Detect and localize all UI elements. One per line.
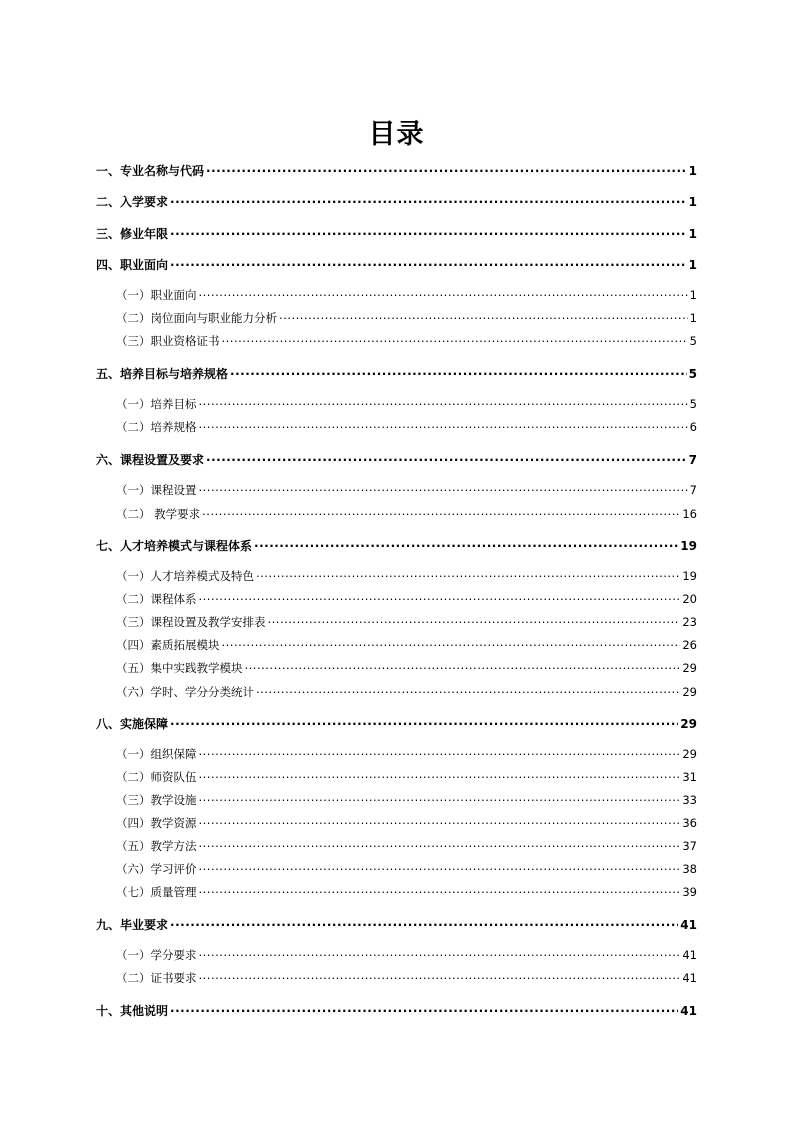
toc-entry-page: 7 bbox=[689, 483, 697, 497]
toc-entry[interactable] bbox=[96, 715, 697, 732]
toc-entry-label: 七、人才培养模式与课程体系 bbox=[96, 539, 253, 553]
dot-leader bbox=[199, 770, 681, 782]
toc-entry-page: 7 bbox=[688, 453, 697, 467]
toc-entry-label: （六）学习评价 bbox=[116, 862, 197, 876]
toc-subentry[interactable] bbox=[116, 591, 697, 607]
dot-leader bbox=[230, 366, 687, 378]
dot-leader bbox=[206, 452, 687, 464]
toc-subentry[interactable] bbox=[116, 861, 697, 877]
toc-entry-label: （一）学分要求 bbox=[116, 948, 197, 962]
toc-entry-page: 29 bbox=[680, 717, 697, 731]
toc-entry-page: 16 bbox=[682, 507, 697, 521]
toc-subentry[interactable] bbox=[116, 815, 697, 831]
toc-entry[interactable] bbox=[96, 451, 697, 468]
dot-leader bbox=[256, 569, 680, 581]
dot-leader bbox=[199, 885, 681, 897]
toc-entry-label: （二）证书要求 bbox=[116, 971, 197, 985]
toc-entry-label: （二）岗位面向与职业能力分析 bbox=[116, 311, 277, 325]
toc-entry[interactable] bbox=[96, 256, 697, 273]
toc-subentry[interactable] bbox=[116, 614, 697, 630]
dot-leader bbox=[199, 397, 688, 409]
dot-leader bbox=[279, 311, 688, 323]
toc-entry-label: 三、修业年限 bbox=[96, 227, 169, 241]
toc-entry-page: 1 bbox=[688, 227, 697, 241]
toc-entry-label: （四）教学资源 bbox=[116, 816, 197, 830]
dot-leader bbox=[170, 257, 687, 269]
toc-entry-page: 38 bbox=[682, 862, 697, 876]
dot-leader bbox=[199, 816, 681, 828]
toc-entry-page: 39 bbox=[682, 885, 697, 899]
dot-leader bbox=[222, 334, 688, 346]
dot-leader bbox=[199, 862, 681, 874]
toc-entry-page: 5 bbox=[689, 397, 697, 411]
dot-leader bbox=[199, 747, 681, 759]
toc-entry-page: 1 bbox=[688, 164, 697, 178]
dot-leader bbox=[199, 483, 688, 495]
toc-subentry[interactable] bbox=[116, 419, 697, 435]
toc-entry[interactable] bbox=[96, 365, 697, 382]
dot-leader bbox=[222, 638, 681, 650]
toc-subentry[interactable] bbox=[116, 287, 697, 303]
toc-subentry[interactable] bbox=[116, 333, 697, 349]
toc-entry-label: 二、入学要求 bbox=[96, 195, 169, 209]
dot-leader bbox=[199, 948, 681, 960]
dot-leader bbox=[199, 592, 681, 604]
toc-entry-label: （二）师资队伍 bbox=[116, 770, 197, 784]
toc-entry-label: （七）质量管理 bbox=[116, 885, 197, 899]
toc-entry-page: 1 bbox=[688, 195, 697, 209]
toc-entry-label: （一）培养目标 bbox=[116, 397, 197, 411]
toc-entry-page: 41 bbox=[680, 918, 697, 932]
toc-entry-label: （二）培养规格 bbox=[116, 420, 197, 434]
toc-entry-label: 四、职业面向 bbox=[96, 258, 169, 272]
toc-entry-label: （一）课程设置 bbox=[116, 483, 197, 497]
toc-subentry[interactable] bbox=[116, 838, 697, 854]
dot-leader bbox=[199, 839, 681, 851]
toc-entry-page: 29 bbox=[682, 661, 697, 675]
dot-leader bbox=[268, 615, 681, 627]
toc-subentry[interactable] bbox=[116, 970, 697, 986]
toc-entry-page: 1 bbox=[689, 311, 697, 325]
toc-entry-page: 1 bbox=[689, 288, 697, 302]
toc-entry-label: （三）教学设施 bbox=[116, 793, 197, 807]
toc-subentry[interactable] bbox=[116, 660, 697, 676]
toc-subentry[interactable] bbox=[116, 506, 697, 522]
dot-leader bbox=[199, 288, 688, 300]
toc-entry-label: （四）素质拓展模块 bbox=[116, 638, 220, 652]
toc-subentry[interactable] bbox=[116, 396, 697, 412]
dot-leader bbox=[170, 194, 687, 206]
toc-entry[interactable] bbox=[96, 1002, 697, 1019]
toc-entry-label: 十、其他说明 bbox=[96, 1004, 169, 1018]
toc-subentry[interactable] bbox=[116, 884, 697, 900]
dot-leader bbox=[199, 793, 681, 805]
toc-entry-label: （一）职业面向 bbox=[116, 288, 197, 302]
toc-subentry[interactable] bbox=[116, 637, 697, 653]
dot-leader bbox=[254, 538, 678, 550]
toc-entry-label: （二）课程体系 bbox=[116, 592, 197, 606]
toc-subentry[interactable] bbox=[116, 482, 697, 498]
toc-entry-page: 1 bbox=[688, 258, 697, 272]
toc-entry-label: （三）职业资格证书 bbox=[116, 334, 220, 348]
toc-entry-page: 26 bbox=[682, 638, 697, 652]
page-title: 目录 bbox=[368, 119, 425, 150]
toc-entry-page: 5 bbox=[689, 334, 697, 348]
toc-subentry[interactable] bbox=[116, 947, 697, 963]
dot-leader bbox=[170, 226, 687, 238]
dot-leader bbox=[170, 917, 678, 929]
toc-entry-label: （三）课程设置及教学安排表 bbox=[116, 615, 266, 629]
toc-entry-label: 九、毕业要求 bbox=[96, 918, 169, 932]
toc-subentry[interactable] bbox=[116, 746, 697, 762]
toc-entry-page: 36 bbox=[682, 816, 697, 830]
dot-leader bbox=[206, 163, 687, 175]
toc-entry-page: 41 bbox=[680, 1004, 697, 1018]
toc-entry-page: 6 bbox=[689, 420, 697, 434]
toc-entry-label: 五、培养目标与培养规格 bbox=[96, 367, 229, 381]
toc-entry[interactable] bbox=[96, 162, 697, 179]
toc-entry-label: （一）人才培养模式及特色 bbox=[116, 569, 254, 583]
toc-entry[interactable] bbox=[96, 193, 697, 210]
dot-leader bbox=[199, 420, 688, 432]
toc-entry-page: 19 bbox=[682, 569, 697, 583]
toc-subentry[interactable] bbox=[116, 568, 697, 584]
toc-entry-page: 31 bbox=[682, 770, 697, 784]
dot-leader bbox=[170, 1003, 678, 1015]
toc-entry[interactable] bbox=[96, 225, 697, 242]
toc-entry-label: 一、专业名称与代码 bbox=[96, 164, 205, 178]
dot-leader bbox=[170, 716, 678, 728]
toc-subentry[interactable] bbox=[116, 792, 697, 808]
toc-entry-page: 20 bbox=[682, 592, 697, 606]
toc-entry-page: 41 bbox=[682, 971, 697, 985]
toc-entry-page: 5 bbox=[688, 367, 697, 381]
toc-entry[interactable] bbox=[96, 916, 697, 933]
dot-leader bbox=[199, 971, 681, 983]
toc-subentry[interactable] bbox=[116, 769, 697, 785]
toc-entry[interactable] bbox=[96, 537, 697, 554]
toc-subentry[interactable] bbox=[116, 310, 697, 326]
toc-entry-page: 23 bbox=[682, 615, 697, 629]
toc-entry-label: （五）教学方法 bbox=[116, 839, 197, 853]
toc-entry-label: 八、实施保障 bbox=[96, 717, 169, 731]
toc-entry-page: 37 bbox=[682, 839, 697, 853]
toc-subentry[interactable] bbox=[116, 684, 697, 700]
dot-leader bbox=[245, 661, 681, 673]
toc-entry-label: （二） 教学要求 bbox=[116, 507, 201, 521]
dot-leader bbox=[256, 685, 680, 697]
toc-entry-page: 19 bbox=[680, 539, 697, 553]
toc-entry-page: 29 bbox=[682, 685, 697, 699]
dot-leader bbox=[202, 507, 680, 519]
toc-entry-label: （六）学时、学分分类统计 bbox=[116, 685, 254, 699]
toc-entry-page: 33 bbox=[682, 793, 697, 807]
toc-entry-label: （五）集中实践教学模块 bbox=[116, 661, 243, 675]
toc-entry-page: 41 bbox=[682, 948, 697, 962]
toc-entry-label: 六、课程设置及要求 bbox=[96, 453, 205, 467]
toc-entry-page: 29 bbox=[682, 747, 697, 761]
toc-entry-label: （一）组织保障 bbox=[116, 747, 197, 761]
